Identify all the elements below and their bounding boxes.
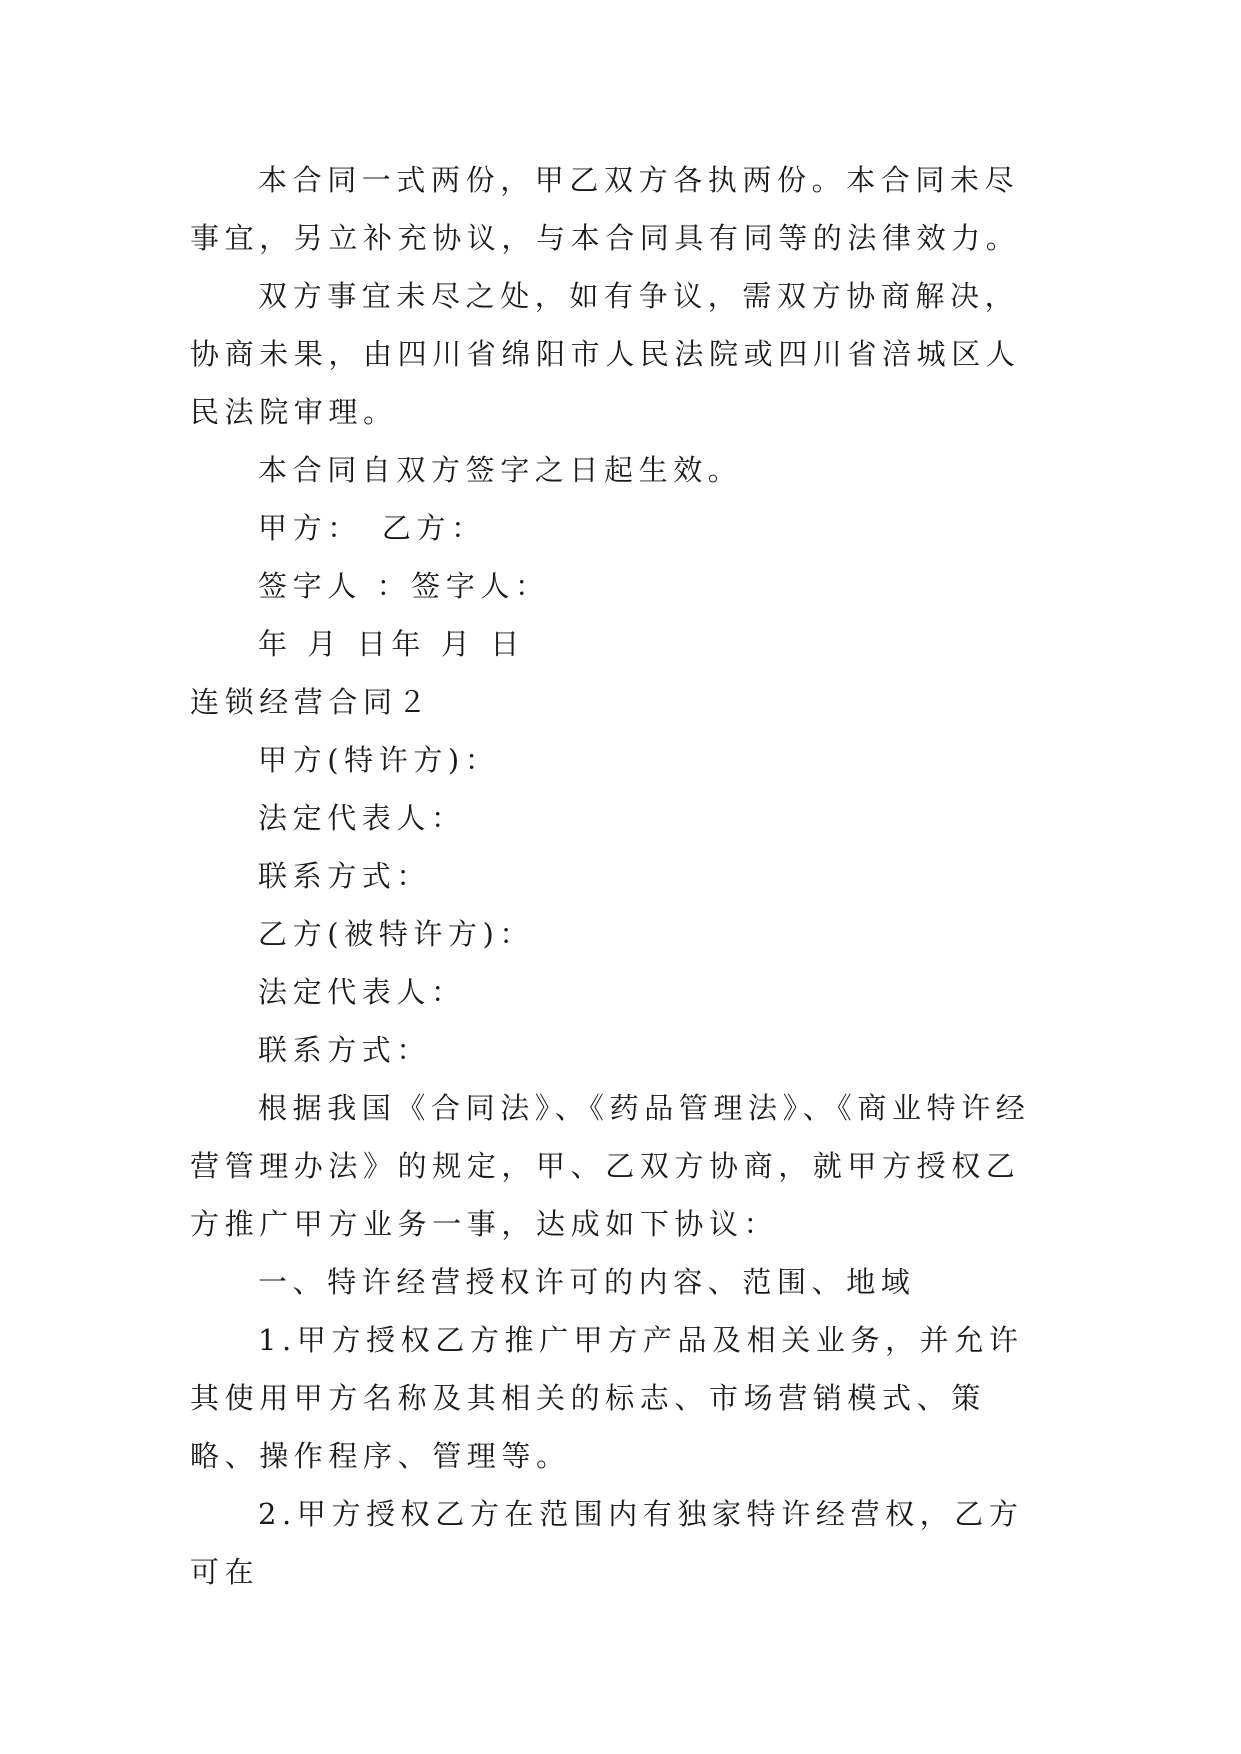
- signature-parties-line: 甲方： 乙方：: [258, 511, 486, 545]
- party-b-representative: 法定代表人：: [258, 975, 466, 1009]
- clause-1-1: 1.甲方授权乙方推广甲方产品及相关业务，并允许其使用甲方名称及其相关的标志、市场营销模式、策略、操作程序、管理等。: [190, 1323, 1024, 1473]
- signature-signers-line: 签字人 ：签字人：: [258, 569, 550, 603]
- paragraph-contract-copies: 本合同一式两份，甲乙双方各执两份。本合同未尽事宜，另立补充协议，与本合同具有同等的法律效力。: [190, 163, 1021, 255]
- party-b-contact: 联系方式：: [258, 1033, 432, 1067]
- clause-1-2: 2.甲方授权乙方在范围内有独家特许经营权，乙方可在: [190, 1497, 1024, 1589]
- section-title: 连锁经营合同２: [190, 685, 433, 719]
- party-a-representative: 法定代表人：: [258, 801, 466, 835]
- party-a-label: 甲方(特许方)：: [258, 743, 500, 777]
- signature-date-line: 年 月 日年 月 日: [258, 627, 525, 661]
- paragraph-legal-basis: 根据我国《合同法》、《药品管理法》、《商业特许经营管理办法》的规定，甲、乙双方协商，就甲方授权乙方推广甲方业务一事，达成如下协议：: [190, 1091, 1031, 1241]
- paragraph-dispute-resolution: 双方事宜未尽之处，如有争议，需双方协商解决，协商未果，由四川省绵阳市人民法院或四川省涪城区人民法院审理。: [190, 279, 1021, 429]
- party-a-contact: 联系方式：: [258, 859, 432, 893]
- clause-heading-1: 一、特许经营授权许可的内容、范围、地域: [258, 1265, 916, 1299]
- paragraph-effective-date: 本合同自双方签字之日起生效。: [258, 453, 743, 487]
- document-body: [190, 151, 1052, 1601]
- party-b-label: 乙方(被特许方)：: [258, 917, 535, 951]
